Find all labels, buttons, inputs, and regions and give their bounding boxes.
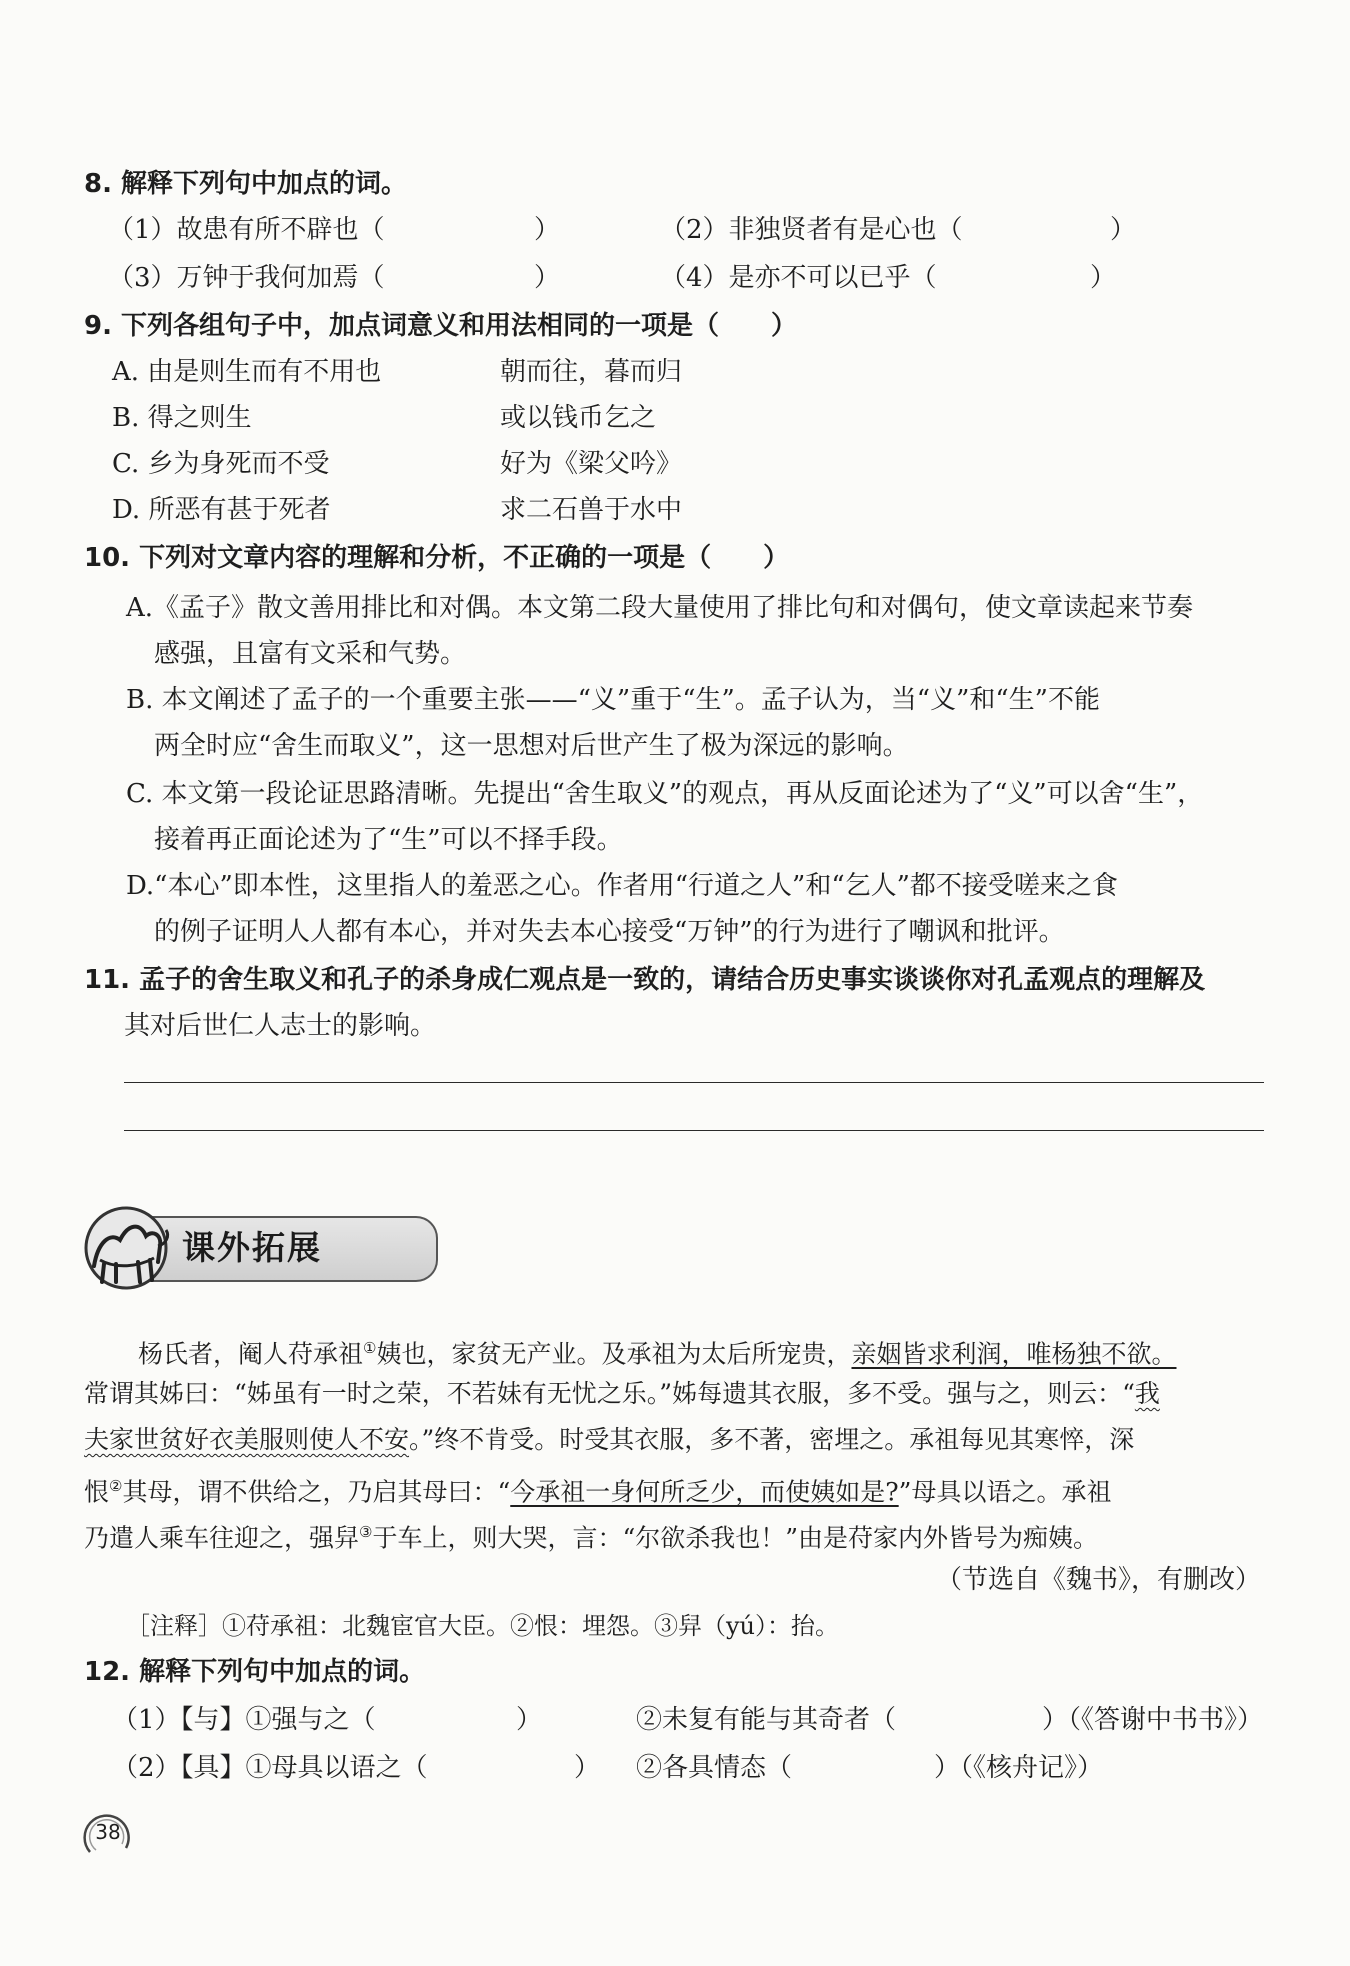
passage-line-5: 乃遣人乘车往迎之，强舁③于车上，则大哭，言：“尔欲杀我也！”由是苻家内外皆号为痴姨。 bbox=[84, 1523, 1099, 1553]
q8-title: 8. 解释下列句中加点的词。 bbox=[84, 169, 408, 199]
passage-line-1: 杨氏者，阉人苻承祖①姨也，家贫无产业。及承祖为太后所宠贵，亲姻皆求利润，唯杨独不欲。 bbox=[138, 1339, 1177, 1369]
page-number: 38 bbox=[95, 1820, 121, 1844]
q8-item-2: （2）非独贤者有是心也（ bbox=[660, 215, 963, 245]
q10-option-a-cont: 感强，且富有文采和气势。 bbox=[154, 639, 467, 669]
passage-source: （节选自《魏书》，有删改） bbox=[936, 1565, 1262, 1595]
q12-row-2-close: ） bbox=[574, 1753, 601, 1783]
q11-prompt-cont: 其对后世仁人志士的影响。 bbox=[124, 1011, 437, 1041]
q12-row-2-b: ②各具情态（ bbox=[636, 1753, 793, 1783]
q10-option-b: B. 本文阐述了孟子的一个重要主张——“义”重于“生”。孟子认为，当“义”和“生”不能 bbox=[126, 685, 1100, 715]
q9-option-c-right: 好为《梁父吟》 bbox=[500, 449, 683, 479]
q12-row-1-b: ②未复有能与其奇者（ bbox=[636, 1705, 897, 1735]
q8-item-3: （3）万钟于我何加焉（ bbox=[108, 263, 385, 293]
page-number-badge bbox=[80, 1808, 134, 1862]
q12-row-1-close: ） bbox=[516, 1705, 543, 1735]
q12-row-1-source: ）（《答谢中书书》） bbox=[1042, 1705, 1264, 1735]
wavy-phrase-start: 我 bbox=[1134, 1379, 1160, 1408]
answer-line-1[interactable] bbox=[124, 1082, 1264, 1083]
q9-title: 9. 下列各组句子中，加点词意义和用法相同的一项是（ ） bbox=[84, 311, 798, 341]
q8-item-4-close: ） bbox=[1090, 263, 1117, 293]
q10-option-d-cont: 的例子证明人人都有本心，并对失去本心接受“万钟”的行为进行了嘲讽和批评。 bbox=[154, 917, 1065, 947]
q12-row-2-source: ）（《核舟记》） bbox=[934, 1753, 1104, 1783]
q10-option-c: C. 本文第一段论证思路清晰。先提出“舍生取义”的观点，再从反面论述为了“义”可以舍“生”， bbox=[126, 779, 1204, 809]
q9-option-d-right: 求二石兽于水中 bbox=[500, 495, 683, 525]
q10-option-d: D.“本心”即本性，这里指人的羞恶之心。作者用“行道之人”和“乞人”都不接受嗟来之食 bbox=[126, 871, 1118, 901]
q8-item-1: （1）故患有所不辟也（ bbox=[108, 215, 385, 245]
q12-row-1: （1）【与】①强与之（ bbox=[112, 1705, 376, 1735]
q9-option-b-right: 或以钱币乞之 bbox=[500, 403, 657, 433]
camel-icon bbox=[80, 1202, 174, 1292]
q9-option-b: B. 得之则生 bbox=[112, 403, 252, 433]
passage-line-3: 夫家世贫好衣美服则使人不安。”终不肯受。时受其衣服，多不著，密埋之。承祖每见其寒悴，深 bbox=[84, 1425, 1135, 1454]
q9-option-a: A. 由是则生而有不用也 bbox=[112, 357, 382, 387]
q8-item-4: （4）是亦不可以已乎（ bbox=[660, 263, 937, 293]
section-badge bbox=[80, 1202, 380, 1292]
q8-item-3-close: ） bbox=[534, 263, 561, 293]
q9-option-a-right: 朝而往，暮而归 bbox=[500, 357, 683, 387]
q9-option-d: D. 所恶有甚于死者 bbox=[112, 495, 331, 525]
q8-item-1-close: ） bbox=[534, 215, 561, 245]
q8-item-2-close: ） bbox=[1110, 215, 1137, 245]
passage-line-2: 常谓其姊曰：“姊虽有一时之荣，不若妹有无忧之乐。”姊每遗其衣服，多不受。强与之，则云：“我 bbox=[84, 1379, 1160, 1408]
answer-line-2[interactable] bbox=[124, 1130, 1264, 1131]
passage-notes: ［注释］①苻承祖：北魏宦官大臣。②恨：埋怨。③舁（yú）：抬。 bbox=[126, 1612, 840, 1640]
q10-option-b-cont: 两全时应“舍生而取义”，这一思想对后世产生了极为深远的影响。 bbox=[154, 731, 909, 761]
q10-title: 10. 下列对文章内容的理解和分析，不正确的一项是（ ） bbox=[84, 543, 790, 573]
q9-option-c: C. 乡为身死而不受 bbox=[112, 449, 330, 479]
q10-option-a: A.《孟子》散文善用排比和对偶。本文第二段大量使用了排比句和对偶句，使文章读起来节奏 bbox=[126, 593, 1194, 623]
underlined-phrase-2: 今承祖一身何所乏少，而使姨如是? bbox=[510, 1477, 899, 1507]
passage-line-4: 恨②其母，谓不供给之，乃启其母曰：“今承祖一身何所乏少，而使姨如是?”母具以语之。承祖 bbox=[84, 1477, 1112, 1507]
q11-prompt: 11. 孟子的舍生取义和孔子的杀身成仁观点是一致的，请结合历史事实谈谈你对孔孟观点的理解及 bbox=[84, 965, 1206, 995]
q10-option-c-cont: 接着再正面论述为了“生”可以不择手段。 bbox=[154, 825, 623, 855]
underlined-phrase-1: 亲姻皆求利润，唯杨独不欲。 bbox=[851, 1339, 1177, 1369]
wavy-phrase: 夫家世贫好衣美服则使人不安 bbox=[84, 1425, 410, 1454]
q12-row-2: （2）【具】①母具以语之（ bbox=[112, 1753, 428, 1783]
q12-title: 12. 解释下列句中加点的词。 bbox=[84, 1657, 426, 1687]
section-title: 课外拓展 bbox=[182, 1228, 322, 1267]
